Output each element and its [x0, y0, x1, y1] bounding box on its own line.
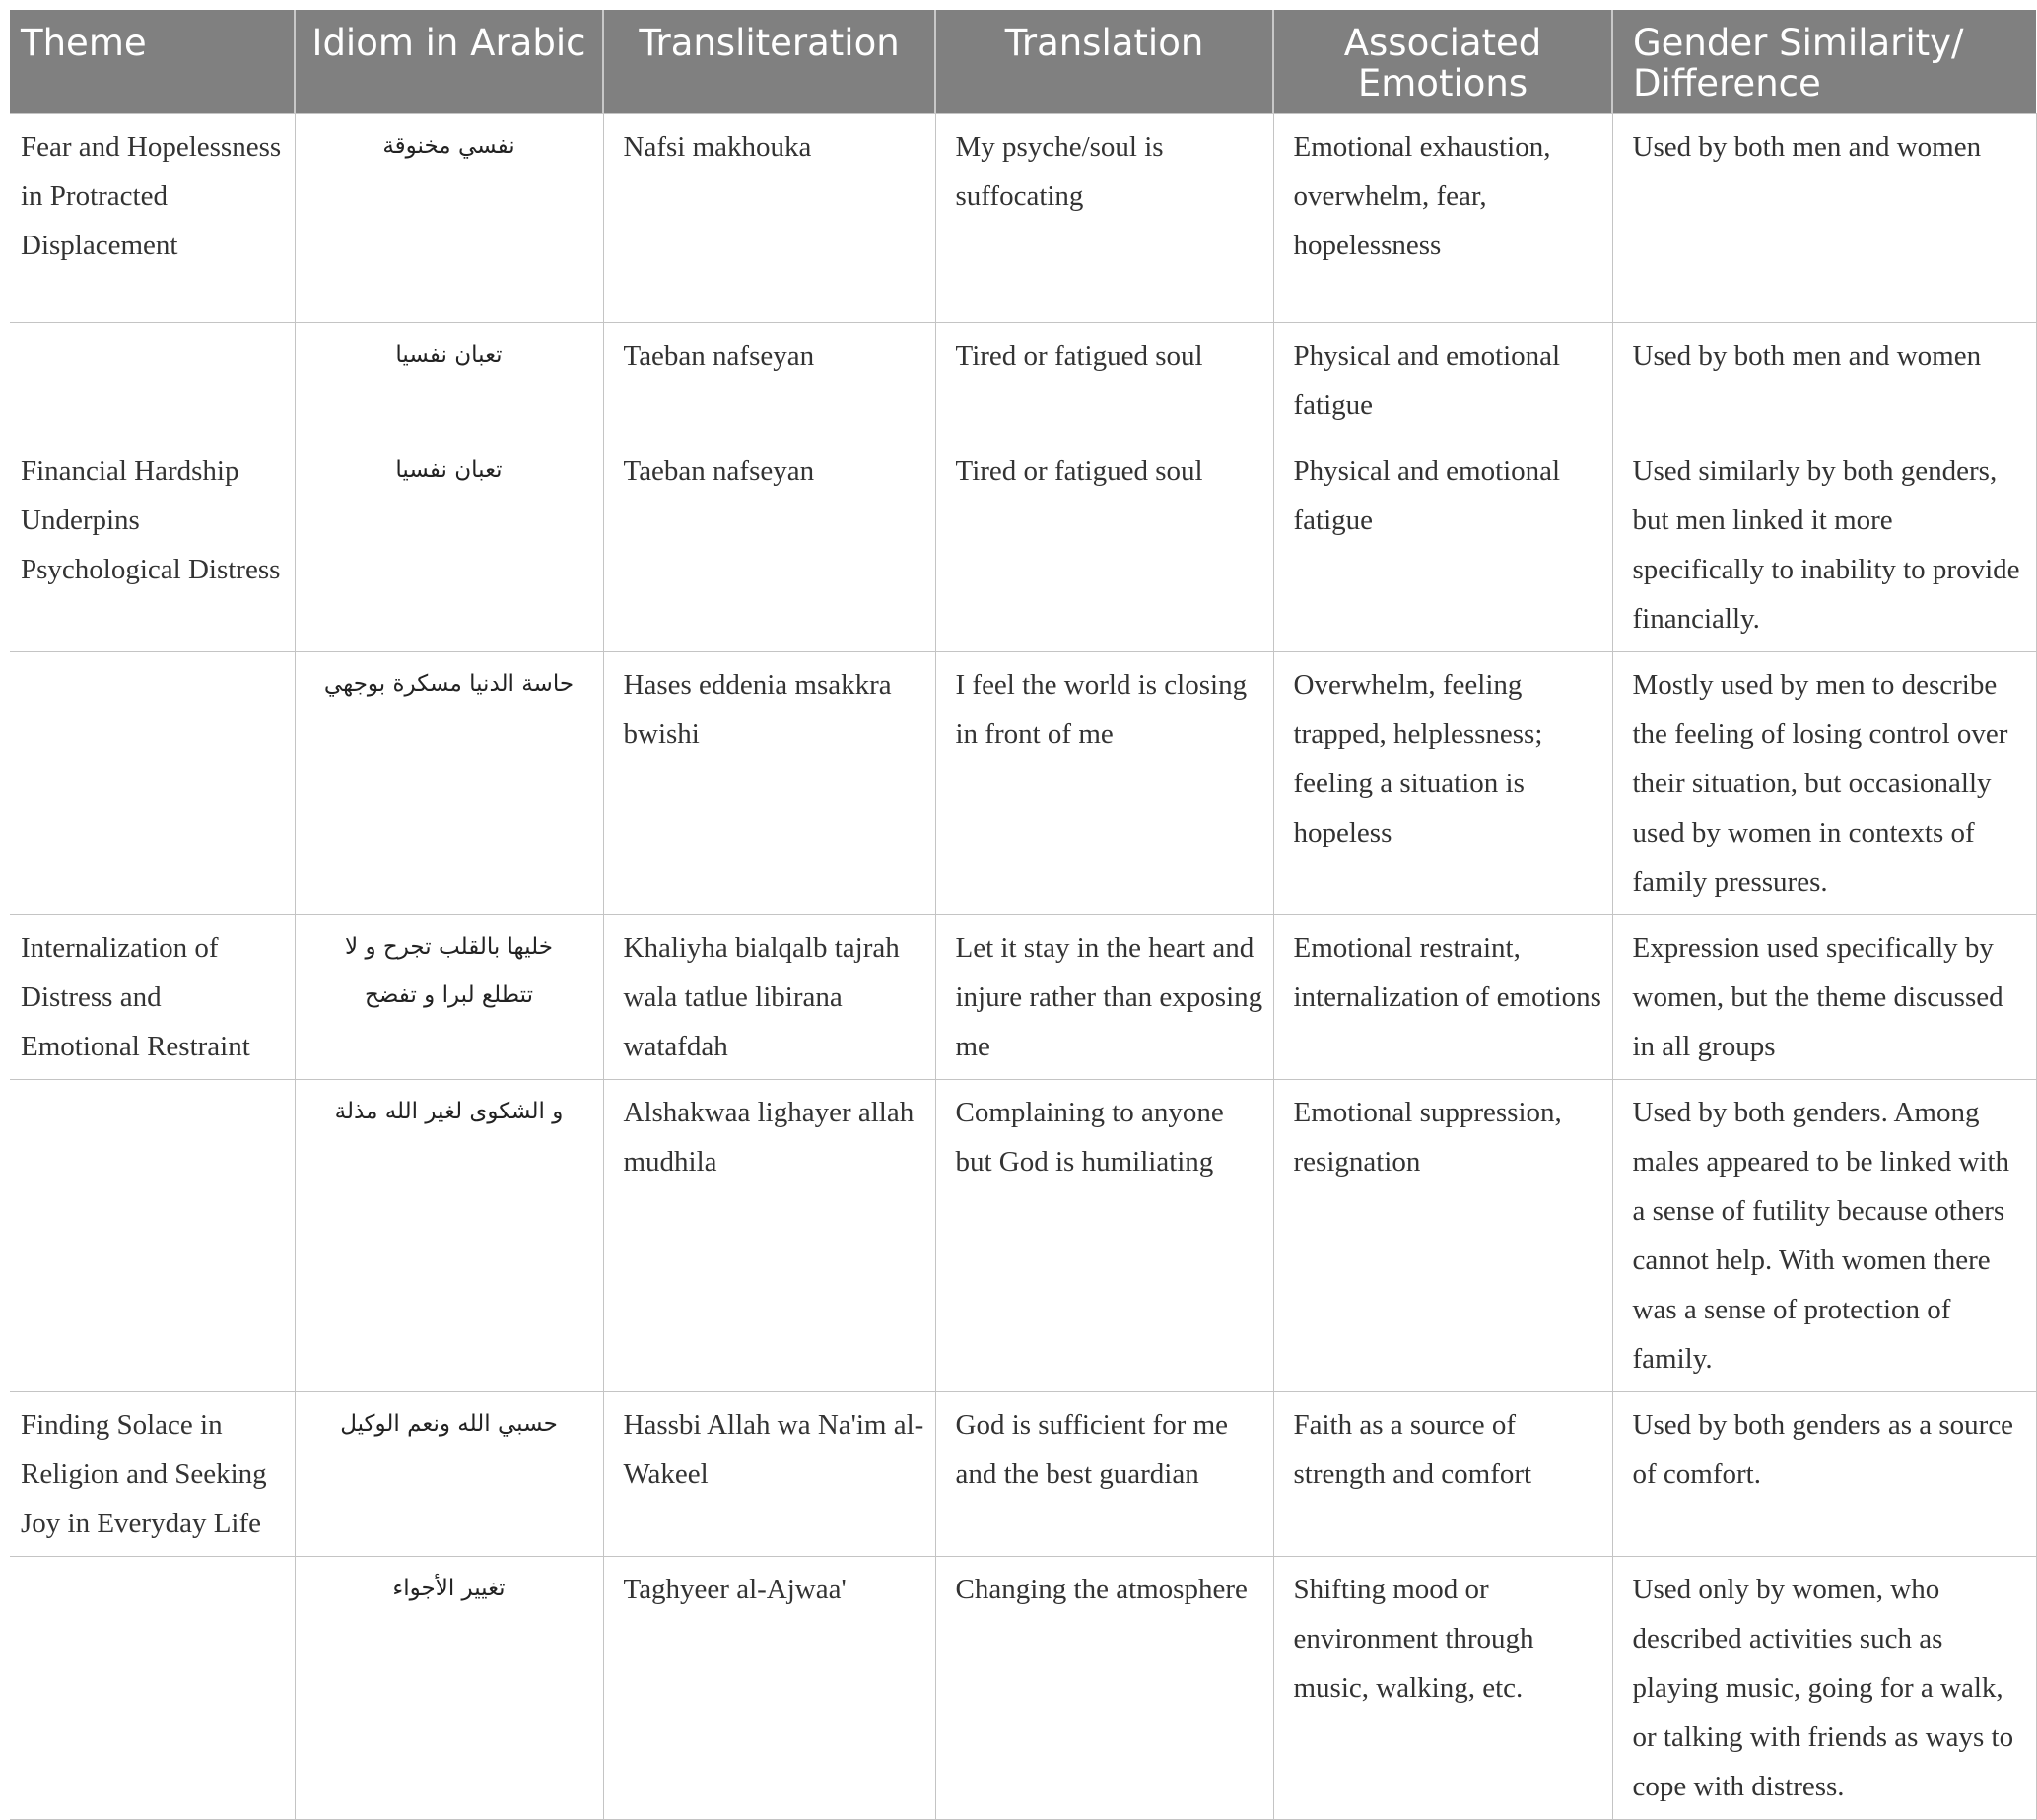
translation-cell: Tired or fatigued soul	[935, 438, 1273, 652]
table-row	[10, 1080, 2036, 1392]
table-row	[10, 114, 2036, 323]
gender-cell: Used only by women, who described activities such as playing music, going for a walk, or talking with friends as ways to cope with distress.	[1612, 1557, 2036, 1820]
translation-cell: Complaining to anyone but God is humiliating	[935, 1080, 1273, 1392]
translation-cell: Changing the atmosphere	[935, 1557, 1273, 1820]
transliteration-cell: Nafsi makhouka	[603, 114, 935, 323]
gender-cell: Used by both men and women	[1612, 323, 2036, 438]
theme-cell	[10, 323, 295, 438]
emotions-cell: Physical and emotional fatigue	[1273, 323, 1612, 438]
gender-cell: Used similarly by both genders, but men linked it more specifically to inability to provide financially.	[1612, 438, 2036, 652]
emotions-cell: Shifting mood or environment through music, walking, etc.	[1273, 1557, 1612, 1820]
theme-cell: Financial Hardship Underpins Psychological Distress	[10, 438, 295, 652]
table-row	[10, 1392, 2036, 1557]
translation-cell: My psyche/soul is suffocating	[935, 114, 1273, 323]
arabic-idiom-cell: حسبي الله ونعم الوكيل	[295, 1392, 603, 1557]
translation-cell: Let it stay in the heart and injure rather than exposing me	[935, 915, 1273, 1080]
emotions-cell: Physical and emotional fatigue	[1273, 438, 1612, 652]
emotions-cell: Overwhelm, feeling trapped, helplessness; feeling a situation is hopeless	[1273, 652, 1612, 915]
table-row	[10, 652, 2036, 915]
arabic-idiom-cell: تعبان نفسيا	[295, 323, 603, 438]
column-header-transliteration: Transliteration	[603, 10, 935, 114]
emotions-cell: Emotional restraint, internalization of emotions	[1273, 915, 1612, 1080]
gender-cell: Mostly used by men to describe the feeling of losing control over their situation, but occasionally used by women in contexts of family pressures.	[1612, 652, 2036, 915]
header-row	[10, 10, 2036, 114]
emotions-cell: Faith as a source of strength and comfort	[1273, 1392, 1612, 1557]
gender-cell: Used by both men and women	[1612, 114, 2036, 323]
table-row	[10, 915, 2036, 1080]
theme-cell: Finding Solace in Religion and Seeking Joy in Everyday Life	[10, 1392, 295, 1557]
transliteration-cell: Khaliyha bialqalb tajrah wala tatlue libirana watafdah	[603, 915, 935, 1080]
table-row	[10, 323, 2036, 438]
transliteration-cell: Hassbi Allah wa Na'im al-Wakeel	[603, 1392, 935, 1557]
theme-cell	[10, 1557, 295, 1820]
transliteration-cell: Alshakwaa lighayer allah mudhila	[603, 1080, 935, 1392]
arabic-idiom-cell: تغيير الأجواء	[295, 1557, 603, 1820]
theme-cell	[10, 652, 295, 915]
column-header-idiom-arabic: Idiom in Arabic	[295, 10, 603, 114]
arabic-idiom-cell: حاسة الدنيا مسكرة بوجهي	[295, 652, 603, 915]
theme-cell: Fear and Hopelessness in Protracted Displacement	[10, 114, 295, 323]
gender-cell: Used by both genders. Among males appeared to be linked with a sense of futility because others cannot help. With women there was a sense of protection of family.	[1612, 1080, 2036, 1392]
transliteration-cell: Taghyeer al-Ajwaa'	[603, 1557, 935, 1820]
column-header-gender-difference: Gender Similarity/ Difference	[1612, 10, 2036, 114]
emotions-cell: Emotional exhaustion, overwhelm, fear, hopelessness	[1273, 114, 1612, 323]
column-header-theme: Theme	[10, 10, 295, 114]
theme-cell: Internalization of Distress and Emotional Restraint	[10, 915, 295, 1080]
idiom-table	[10, 10, 2037, 1820]
translation-cell: I feel the world is closing in front of me	[935, 652, 1273, 915]
translation-cell: Tired or fatigued soul	[935, 323, 1273, 438]
gender-cell: Used by both genders as a source of comfort.	[1612, 1392, 2036, 1557]
column-header-translation: Translation	[935, 10, 1273, 114]
transliteration-cell: Taeban nafseyan	[603, 323, 935, 438]
table-row	[10, 1557, 2036, 1820]
arabic-idiom-cell: خليها بالقلب تجرح و لا تتطلع لبرا و تفضح	[295, 915, 603, 1080]
arabic-idiom-cell: نفسي مخنوقة	[295, 114, 603, 323]
arabic-idiom-cell: و الشكوى لغير الله مذلة	[295, 1080, 603, 1392]
table-row	[10, 438, 2036, 652]
transliteration-cell: Taeban nafseyan	[603, 438, 935, 652]
arabic-idiom-cell: تعبان نفسيا	[295, 438, 603, 652]
gender-cell: Expression used specifically by women, but the theme discussed in all groups	[1612, 915, 2036, 1080]
emotions-cell: Emotional suppression, resignation	[1273, 1080, 1612, 1392]
theme-cell	[10, 1080, 295, 1392]
transliteration-cell: Hases eddenia msakkra bwishi	[603, 652, 935, 915]
translation-cell: God is sufficient for me and the best guardian	[935, 1392, 1273, 1557]
column-header-associated-emotions: Associated Emotions	[1273, 10, 1612, 114]
